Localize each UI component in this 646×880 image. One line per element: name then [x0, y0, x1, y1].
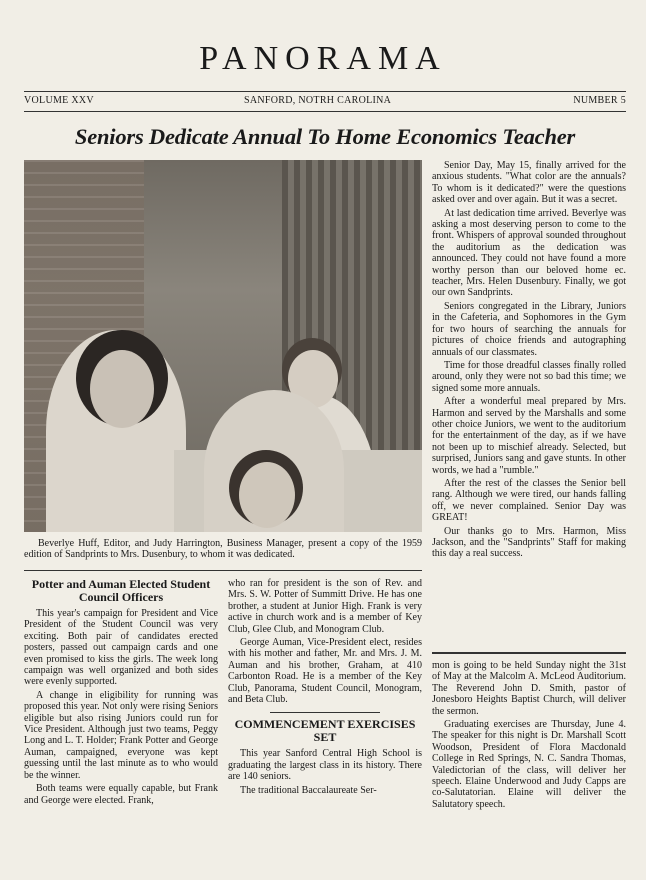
masthead-title: PANORAMA — [199, 40, 447, 77]
place-label: SANFORD, NOTRH CAROLINA — [244, 95, 392, 106]
dedication-paragraph: Seniors congregated in the Library, Juniors in the Cafeteria, and Sophomores in the Gym for two hours of searching the annuals for pictures of choice friends and autographing annuals of our classmates. — [432, 300, 626, 358]
dedication-paragraph: After the rest of the classes the Senior bell rang. Although we were tired, our hands falling off, we never complained. Senior Day was GREAT! — [432, 477, 626, 524]
photo-face-left — [90, 350, 154, 428]
commencement-paragraph: Graduating exercises are Thursday, June 4. The speaker for this night is Dr. Marshall Scott Woodson, President of Flora Macdonald College in Red Springs, N. C. Sandra Thomas, Valedictorian of the class, will deliver her speech. Elaine Underwood and Judy Capps are co-Salutatorian. Elaine will deliver the Salutatory speech. — [432, 719, 626, 810]
council-column-1 — [24, 578, 218, 808]
commencement-paragraph: The traditional Baccalaureate Ser- — [240, 784, 377, 796]
section-divider — [270, 712, 380, 713]
council-paragraph: This year's campaign for President and Vice President of the Student Council was very exciting. Both pair of candidates erected posters, passed out campaign cards and one even promised to kiss the girls. The week long campaign was well organized and both sides were evenly supported. — [24, 608, 218, 688]
council-paragraph: A change in eligibility for running was proposed this year. Not only were rising Seniors eligible but also rising Juniors could run for Vice President. Although just two teams, Peggy Long and L. T. Holder; Frank Potter and George Auman, campaigned, everyone was kept guessing until the last minute as to who would be the winner. — [24, 689, 218, 781]
dedication-paragraph: At last dedication time arrived. Beverlye was asking a most deserving person to come to the front. Whispers of approval sounded throughout the auditorium as the dedication was announced. They could not have found a more worthy person than our beloved home ec. teacher, Mrs. Helen Dusenbury. Finally, we got our own Sandprints. — [432, 207, 626, 299]
photo-face-center — [239, 462, 295, 528]
commencement-column-3 — [432, 660, 626, 812]
dedication-paragraph: After a wonderful meal prepared by Mrs. Harmon and served by the Marshalls and some other choice Juniors, we went to the auditorium for the entertainment of the day, as if we have not been up to mischief already. Selected, but surprised, Juniors sang and gave stunts. In other words, we had a "rumble." — [432, 396, 626, 476]
commencement-paragraph: mon is going to be held Sunday night the 31st of May at the Malcolm A. McLeod Auditorium. The Reverend John D. Smith, pastor of Jonesboro Heights Baptist Church, will deliver the sermon. — [432, 660, 626, 717]
dedication-article-column — [432, 160, 626, 562]
info-rule — [24, 111, 626, 112]
photo-caption: Beverlye Huff, Editor, and Judy Harrington, Business Manager, present a copy of the 1959 edition of Sandprints to Mrs. Dusenbury, to whom it was dedicated. — [24, 538, 422, 560]
council-column-2 — [228, 578, 422, 798]
issue-info-line — [24, 95, 626, 109]
lead-photo — [24, 160, 422, 532]
lead-headline: Seniors Dedicate Annual To Home Economics Teacher — [74, 124, 576, 149]
council-paragraph: George Auman, Vice-President elect, resides with his mother and father, Mr. and Mrs. J. M. Auman and his brother, Graham, at 410 Carbonton Road. He is a member of the Key Club, Panorama, Student Council, Monogram, and Beta Club. — [228, 637, 422, 706]
volume-label: VOLUME XXV — [24, 95, 94, 106]
masthead-rule — [24, 91, 626, 92]
dedication-paragraph: Senior Day, May 15, finally arrived for the anxious students. "What color are the annuals? To whom is it dedicated?" were the questions asked over and over again. But it was a secret. — [432, 160, 626, 206]
dedication-paragraph: Our thanks go to Mrs. Harmon, Miss Jackson, and the "Sandprints" Staff for making this day a real success. — [432, 525, 626, 560]
commencement-headline: COMMENCEMENT EXERCISES SET — [234, 717, 416, 745]
dedication-paragraph: Time for those dreadful classes finally rolled around, only they were not so bad this time; we signed some more annuals. — [432, 359, 626, 394]
dedication-end-rule — [432, 652, 626, 654]
issue-number: NUMBER 5 — [573, 95, 626, 106]
caption-rule — [24, 570, 422, 571]
council-paragraph: Both teams were equally capable, but Frank and George were elected. Frank, — [24, 783, 218, 806]
council-paragraph: who ran for president is the son of Rev. and Mrs. S. W. Potter of Summitt Drive. He has one brother, a student at Junior High. Frank is very active in church work and is a member of Key Club, Glee Club, and Monogram Club. — [228, 578, 422, 635]
commencement-paragraph: This year Sanford Central High School is graduating the largest class in its history. There are 140 seniors. — [228, 748, 422, 783]
council-headline: Potter and Auman Elected Student Council Officers — [31, 577, 211, 604]
